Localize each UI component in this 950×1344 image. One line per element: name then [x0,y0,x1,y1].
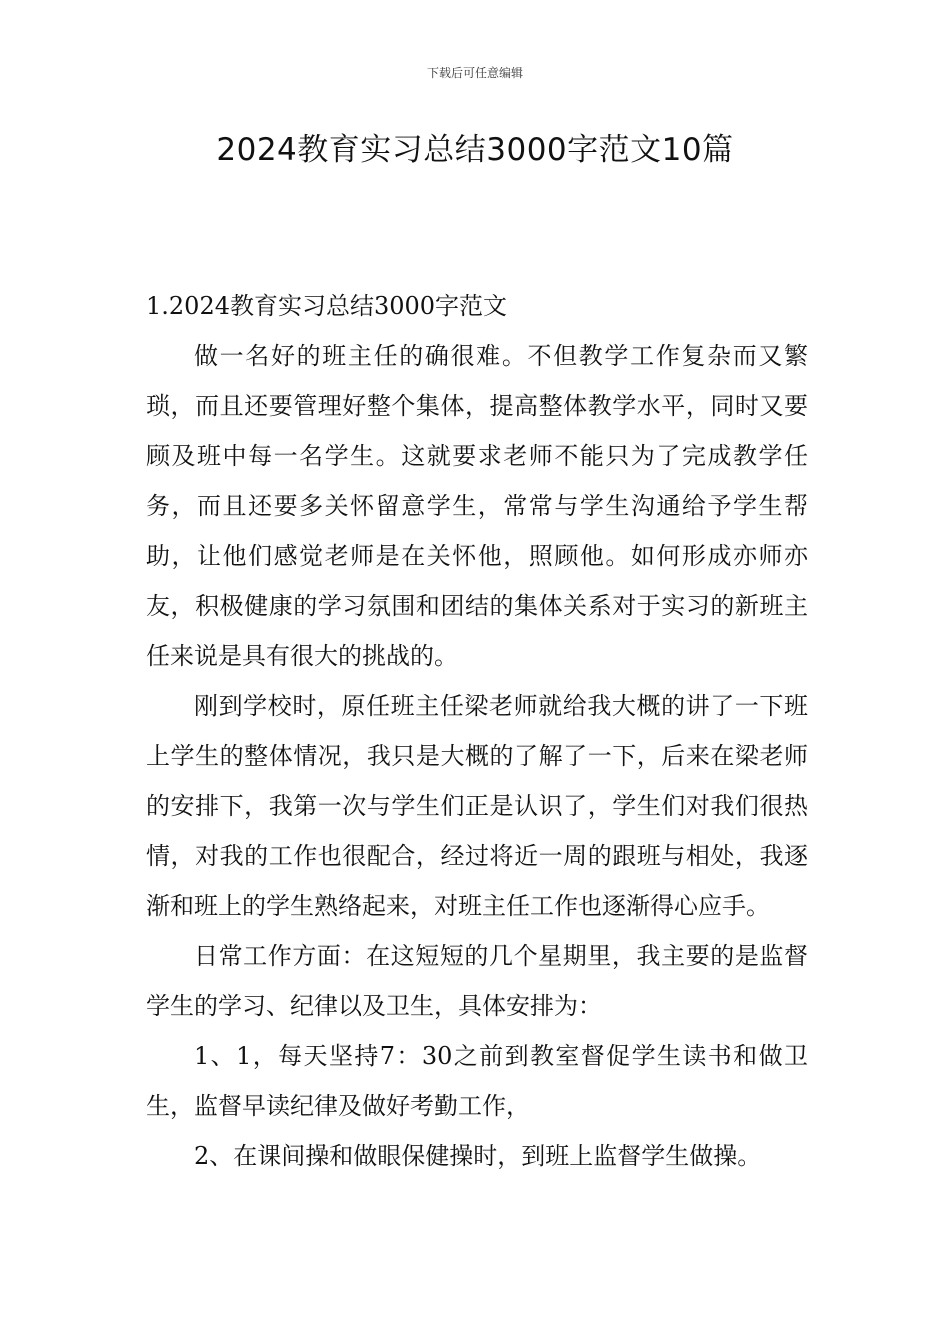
paragraph-3: 日常工作方面：在这短短的几个星期里，我主要的是监督学生的学习、纪律以及卫生，具体安排为： [146,942,808,1020]
section-heading: 1.2024教育实习总结3000字范文 [146,292,508,320]
header-note: 下载后可任意编辑 [426,66,523,80]
paragraph-4: 1、1，每天坚持7：30之前到教室督促学生读书和做卫生，监督早读纪律及做好考勤工作， [146,1042,808,1120]
paragraph-5: 2、在课间操和做眼保健操时，到班上监督学生做操。 [194,1142,762,1170]
paragraph-1: 做一名好的班主任的确很难。不但教学工作复杂而又繁琐，而且还要管理好整个集体，提高整体教学水平，同时又要顾及班中每一名学生。这就要求老师不能只为了完成教学任务，而且还要多关怀留意学生，常常与学生沟通给予学生帮助，让他们感觉老师是在关怀他，照顾他。如何形成亦师亦友，积极健康的学习氛围和团结的集体关系对于实习的新班主任来说是具有很大的挑战的。 [146,342,808,670]
document-body [146,281,808,1181]
paragraph-2: 刚到学校时，原任班主任梁老师就给我大概的讲了一下班上学生的整体情况，我只是大概的了解了一下，后来在梁老师的安排下，我第一次与学生们正是认识了，学生们对我们很热情，对我的工作也很配合，经过将近一周的跟班与相处，我逐渐和班上的学生熟络起来，对班主任工作也逐渐得心应手。 [146,692,808,920]
document-title: 2024教育实习总结3000字范文10篇 [216,132,734,168]
